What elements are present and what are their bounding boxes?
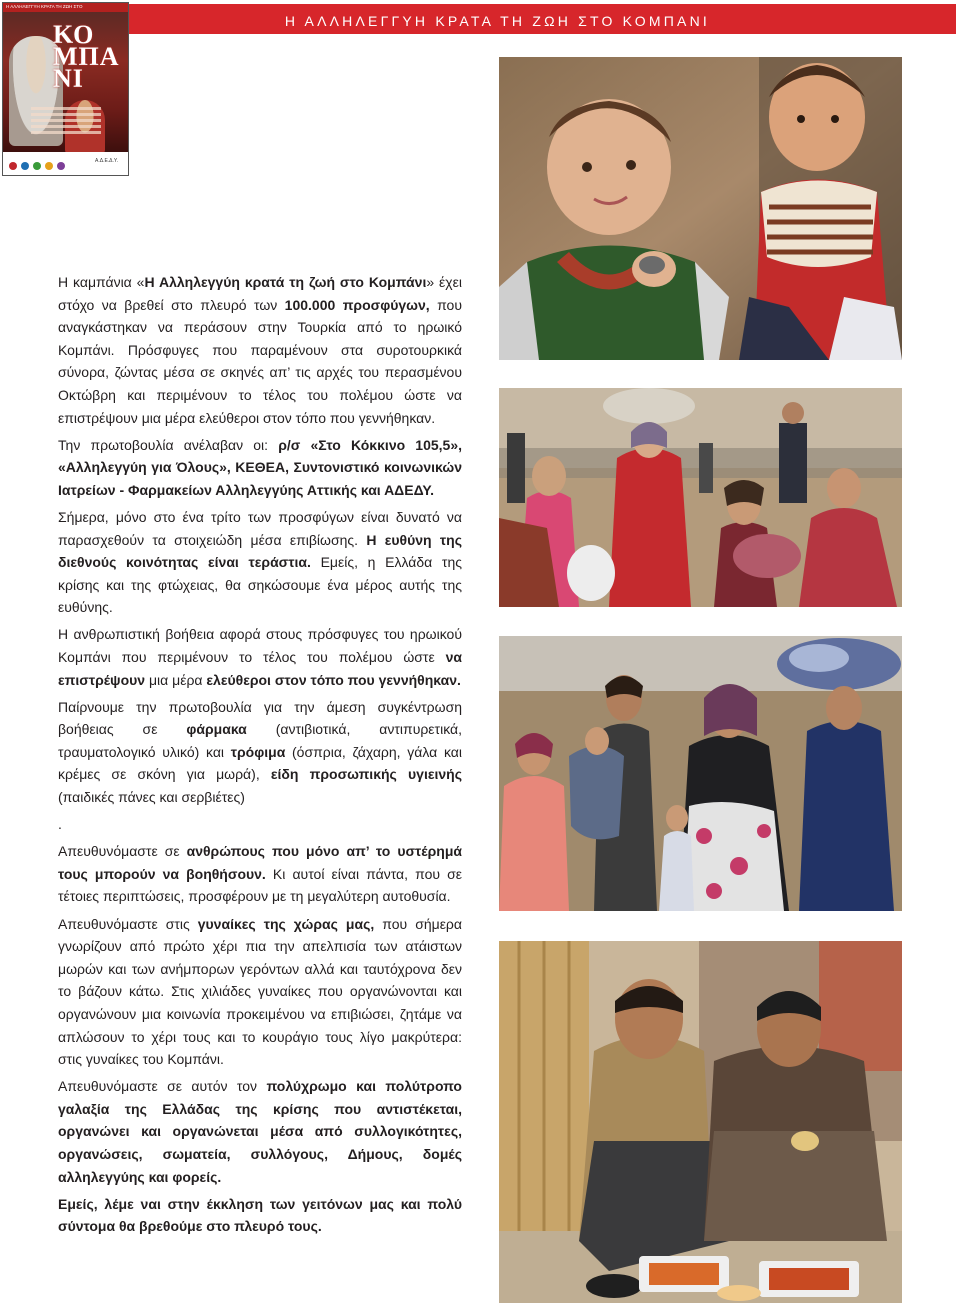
article-paragraph [58, 623, 462, 691]
bold-text-run: φάρμακα [186, 721, 247, 738]
poster-footer [3, 152, 128, 175]
article-paragraph [58, 696, 462, 809]
article-paragraph [58, 1075, 462, 1188]
text-run: Η ανθρωπιστική βοήθεια αφορά στους πρόσφυγες του ηρωικού Κομπάνι που περιμένουν το τέλος του πολέμου ώστε [58, 626, 462, 665]
article-paragraph [58, 1193, 462, 1238]
poster-logo-line: ΜΠΑ [53, 42, 120, 71]
text-run: μια μέρα [145, 671, 207, 688]
text-run: που αναγκάστηκαν να περάσουν στην Τουρκία από το ηρωικό Κομπάνι. Πρόσφυγες που παραμένουν στα συροτουρκικά σύνορα, ζώντας μέσα σε σκηνές απ’ τις αρχές του περασμένου Οκτώβρη και περιμένουν το τέλος του πολέμου ώστε να επιστρέψουν μια μέρα ελεύθεροι στον τόπο που γεννήθηκαν. [58, 296, 462, 426]
poster-footer-text: Α.Δ.Ε.Δ.Υ. [95, 158, 118, 164]
text-run: Εμείς, η Ελλάδα της κρίσης και της φτώχειας, θα σηκώσουμε ένα μέρος αυτής της ευθύνης. [58, 554, 462, 616]
men-sitting-eating-photo [499, 941, 902, 1303]
poster-sponsor-logos [9, 157, 89, 167]
refugees-walking-photo [499, 388, 902, 607]
text-run: Παίρνουμε την πρωτοβουλία για την άμεση συγκέντρωση βοήθειας σε [58, 698, 462, 738]
two-children-photo [499, 57, 902, 360]
article-paragraph [58, 840, 462, 908]
article-paragraph [58, 813, 462, 836]
article-paragraph [58, 271, 462, 429]
header-bar [127, 4, 956, 34]
article-paragraph [58, 434, 462, 502]
text-run: Η καμπάνια « [58, 274, 145, 290]
text-run: Σήμερα, μόνο στο ένα τρίτο των προσφύγων είναι δυνατό να παρασχεθούν τα στοιχειώδη μέσα επιβίωσης. [58, 508, 462, 548]
bold-text-run: Η Αλληλεγγύη κρατά τη ζωή στο Κομπάνι [144, 274, 427, 290]
text-run: » έχει στόχο να βρεθεί στο πλευρό των [58, 274, 462, 313]
text-run: (αντιβιοτικά, αντιπυρετικά, τραυματολογικό υλικό) και [58, 721, 463, 760]
bold-text-run: τρόφιμα [230, 743, 286, 760]
article-paragraph [58, 506, 462, 619]
bold-text-run: είδη προσωπικής υγιεινής [270, 766, 462, 783]
bold-text-run: Η ευθύνη της διεθνούς κοινότητας είναι τεράστια. [58, 531, 462, 571]
text-run: που σήμερα γνωρίζουν από πρώτο χέρι πια την απελπισία των ατάιστων μωρών και των ανήμπορων γερόντων αλλά και ταυτόχρονα δεν το βάζουν κάτω. Στις χιλιάδες γυναίκες που οργανώνονται και οργανώνουν μια κοινωνία προκειμένου να επιβιώσει, ζητάμε να απλώσουν το χέρι τους και το κουράγιο τους λίγο μακρύτερα: στις γυναίκες του Κομπάνι. [58, 915, 462, 1068]
bold-text-run: ανθρώπους που μόνο απ’ το υστέρημά τους μπορούν να βοηθήσουν. [58, 843, 463, 882]
poster-artwork [3, 12, 128, 152]
poster-logo-line: ΝΙ [53, 64, 84, 93]
poster-logo-line: ΚΟ [53, 20, 95, 49]
poster-strip-text: Η ΑΛΛΗΛΕΓΓΥΗ ΚΡΑΤΑ ΤΗ ΖΩΗ ΣΤΟ [6, 4, 83, 9]
text-run: Απευθυνόμαστε σε [58, 843, 187, 860]
article-body [58, 271, 462, 1242]
page-title: Η ΑΛΛΗΛΕΓΓΥΗ ΚΡΑΤΑ ΤΗ ΖΩΗ ΣΤΟ ΚΟΜΠΑΝΙ [284, 13, 710, 29]
bold-text-run: ελεύθεροι στον τόπο που γεννήθηκαν. [206, 671, 461, 688]
text-run: Την πρωτοβουλία ανέλαβαν οι: [58, 436, 279, 453]
women-carrying-bundles-photo [499, 636, 902, 911]
text-run: Κι αυτοί είναι πάντα, που σε τέτοιες περιπτώσεις, προσφέρουν με τη μεγαλύτερη αυτοθυσία. [58, 865, 463, 905]
poster-top-strip [3, 3, 128, 12]
bold-text-run: πολύχρωμο και πολύτροπο γαλαξία της Ελλάδας της κρίσης που αντιστέκεται, οργανώνει και οργανώνεται μέσα από συλλογικότητες, οργανώσεις, σωματεία, συλλόγους, Δήμους, δομές αλληλεγγύης και φορείς. [58, 1078, 462, 1185]
bold-text-run: Εμείς, λέμε ναι στην έκκληση των γειτόνων μας και πολύ σύντομα θα βρεθούμε στο πλευρό τους. [58, 1195, 462, 1235]
bold-text-run: να επιστρέψουν [58, 649, 462, 688]
bold-text-run: ρ/σ «Στο Κόκκινο 105,5», «Αλληλεγγύη για Όλους», ΚΕΘΕΑ, Συντονιστικό κοινωνικών Ιατρείων - Φαρμακείων Αλληλεγγύης Αττικής και ΑΔΕΔΥ. [58, 436, 462, 498]
text-run: Απευθυνόμαστε σε αυτόν τον [58, 1078, 267, 1095]
text-run: (όσπρια, ζάχαρη, γάλα και κρέμες σε σκόνη για μωρά), [58, 743, 462, 783]
text-run: (παιδικές πάνες και σερβιέτες) [58, 789, 245, 806]
text-run: Απευθυνόμαστε στις [58, 915, 198, 932]
poster-text-lines [31, 107, 101, 145]
campaign-poster-thumbnail [2, 2, 129, 176]
article-paragraph [58, 913, 462, 1071]
bold-text-run: 100.000 προσφύγων, [284, 296, 430, 313]
bold-text-run: γυναίκες της χώρας μας, [197, 915, 375, 932]
text-run: . [58, 816, 62, 833]
poster-logo [53, 20, 127, 93]
